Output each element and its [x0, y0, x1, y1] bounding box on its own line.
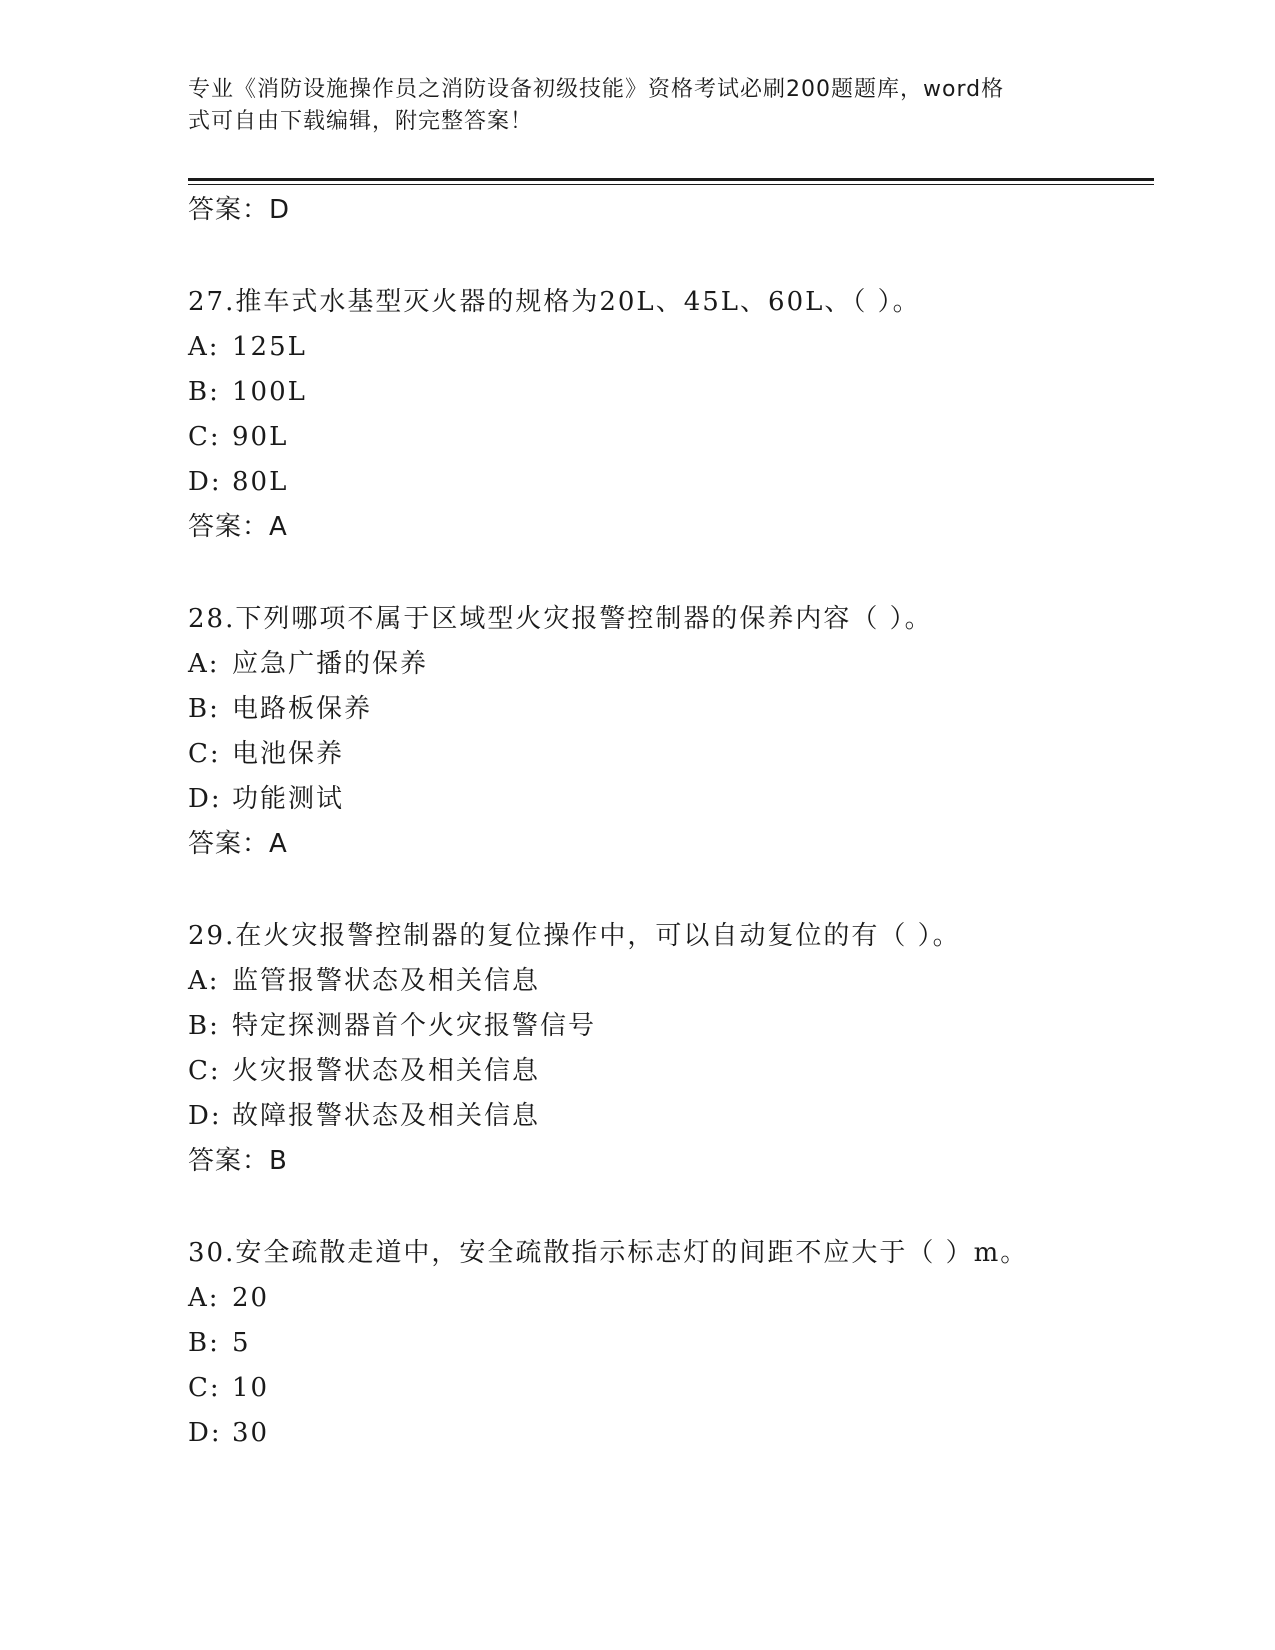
spacer: [188, 228, 1154, 284]
option-d: [188, 781, 1154, 817]
answer-line: 答案：D: [188, 195, 291, 225]
option-letter: B:: [188, 1328, 220, 1358]
option-letter: C:: [188, 1373, 221, 1403]
option-letter: C:: [188, 739, 221, 769]
option-text: 功能测试: [232, 784, 345, 814]
option-b: [188, 374, 1154, 410]
option-text: 90L: [232, 422, 289, 452]
option-a: [188, 1280, 1154, 1316]
option-letter: B:: [188, 694, 220, 724]
option-letter: C:: [188, 1056, 221, 1086]
option-text: 电池保养: [232, 739, 345, 769]
header-divider-thin: [188, 184, 1154, 185]
question-stem: 29.在火灾报警控制器的复位操作中，可以自动复位的有（ ）。: [188, 921, 961, 951]
option-text: 10: [232, 1373, 270, 1403]
option-b: [188, 1325, 1154, 1361]
option-letter: A:: [188, 966, 220, 996]
option-letter: A:: [188, 332, 220, 362]
option-d: [188, 1415, 1154, 1451]
option-text: 监管报警状态及相关信息: [232, 966, 541, 996]
option-text: 特定探测器首个火灾报警信号: [232, 1011, 597, 1041]
header-line-1: 专业《消防设施操作员之消防设备初级技能》资格考试必刷200题题库，word格: [188, 77, 1005, 102]
question-block: [188, 601, 1154, 862]
spacer: [188, 862, 1154, 918]
option-letter: B:: [188, 377, 220, 407]
option-a: [188, 329, 1154, 365]
option-text: 电路板保养: [232, 694, 373, 724]
option-c: [188, 1370, 1154, 1406]
question-block: [188, 1235, 1154, 1451]
option-c: [188, 1053, 1154, 1089]
question-list: [188, 192, 1154, 1451]
header-line-2: 式可自由下载编辑，附完整答案！: [188, 109, 534, 134]
option-text: 100L: [232, 377, 307, 407]
option-b: [188, 691, 1154, 727]
option-letter: D:: [188, 1101, 222, 1131]
question-stem: 28.下列哪项不属于区域型火灾报警控制器的保养内容（ ）。: [188, 604, 933, 634]
option-text: 火灾报警状态及相关信息: [232, 1056, 541, 1086]
answer-line: 答案：A: [188, 512, 288, 542]
option-b: [188, 1008, 1154, 1044]
document-header: [188, 74, 1068, 138]
answer-line: 答案：A: [188, 829, 288, 859]
option-c: [188, 419, 1154, 455]
question-block: [188, 918, 1154, 1179]
option-text: 应急广播的保养: [232, 649, 429, 679]
option-letter: B:: [188, 1011, 220, 1041]
option-letter: D:: [188, 1418, 222, 1448]
answer-line: 答案：B: [188, 1146, 288, 1176]
option-text: 30: [232, 1418, 270, 1448]
question-block: [188, 284, 1154, 545]
option-text: 故障报警状态及相关信息: [232, 1101, 541, 1131]
option-letter: D:: [188, 467, 222, 497]
option-text: 5: [232, 1328, 251, 1358]
option-letter: A:: [188, 1283, 220, 1313]
spacer: [188, 1179, 1154, 1235]
question-stem: 30.安全疏散走道中，安全疏散指示标志灯的间距不应大于（ ）m。: [188, 1238, 1029, 1268]
option-text: 80L: [232, 467, 289, 497]
header-divider-thick: [188, 178, 1154, 181]
question-stem: 27.推车式水基型灭火器的规格为20L、45L、60L、（ ）。: [188, 287, 921, 317]
option-c: [188, 736, 1154, 772]
option-a: [188, 646, 1154, 682]
option-letter: A:: [188, 649, 220, 679]
option-letter: D:: [188, 784, 222, 814]
option-d: [188, 464, 1154, 500]
option-a: [188, 963, 1154, 999]
option-text: 125L: [232, 332, 307, 362]
option-text: 20: [232, 1283, 270, 1313]
option-d: [188, 1098, 1154, 1134]
spacer: [188, 545, 1154, 601]
option-letter: C:: [188, 422, 221, 452]
